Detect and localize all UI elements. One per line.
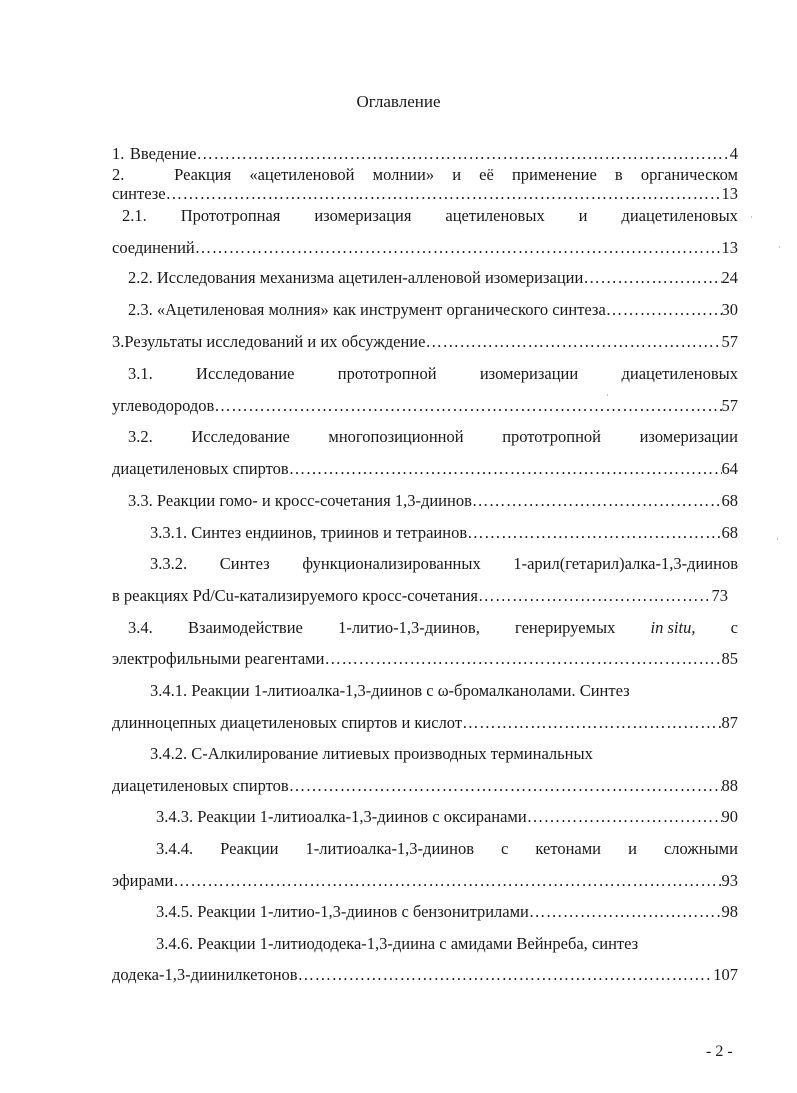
toc-entry-title: в реакциях Pd/Cu-катализируемого кросс-сочетания xyxy=(112,586,479,605)
toc-word: 1-литио-1,3-диинов, xyxy=(338,618,480,637)
toc-word: её xyxy=(479,165,494,184)
toc-entry-page: 13 xyxy=(721,238,738,257)
scan-speck: · xyxy=(606,390,609,400)
toc-entry-2-line1 xyxy=(112,167,738,184)
toc-entry-number: 3.3.1. xyxy=(150,523,188,542)
toc-word: in situ, xyxy=(650,618,696,637)
toc-entry-3-1-line2 xyxy=(112,398,738,415)
toc-entry-number: 3.4.5. xyxy=(156,902,194,921)
toc-entry-page: 90 xyxy=(721,807,738,826)
toc-entry-page: 13 xyxy=(721,184,738,203)
dot-leader xyxy=(478,588,711,605)
toc-entry-3-3 xyxy=(128,493,738,510)
toc-entry-page: 68 xyxy=(721,523,738,542)
toc-entry-3-4-1-line1 xyxy=(150,683,738,700)
toc-word: Взаимодействие xyxy=(187,618,303,637)
toc-entry-title: Реакции 1-литиоалка-1,3-диинов с оксиранами xyxy=(197,807,527,826)
toc-entry-number: 3.4. xyxy=(128,618,153,637)
toc-entry-3-4-2-line2 xyxy=(112,778,738,795)
dot-leader xyxy=(606,302,722,319)
toc-entry-page: 107 xyxy=(713,965,738,984)
toc-entry-page: 88 xyxy=(721,776,738,795)
toc-word: сложными xyxy=(663,839,738,858)
toc-word: Исследование xyxy=(191,427,290,446)
toc-entry-3-4-1-line2 xyxy=(112,715,738,732)
toc-word: изомеризация xyxy=(314,206,412,225)
toc-entry-page: 87 xyxy=(721,713,738,732)
toc-entry-number: 2. xyxy=(112,165,125,184)
toc-entry-number: 2.3. xyxy=(128,300,153,319)
toc-entry-3-4-5 xyxy=(156,904,738,921)
toc-word: диацетиленовых xyxy=(621,206,738,225)
dot-leader xyxy=(195,240,722,257)
toc-word: Реакции xyxy=(220,839,279,858)
scan-speck: · xyxy=(750,212,753,222)
toc-word: Реакция xyxy=(174,165,232,184)
dot-leader xyxy=(166,186,722,203)
toc-entry-1 xyxy=(112,146,738,163)
toc-word: в xyxy=(614,165,623,184)
toc-entry-title: диацетиленовых спиртов xyxy=(112,459,289,478)
dot-leader xyxy=(462,715,721,732)
toc-word: «ацетиленовой xyxy=(249,165,355,184)
toc-word: диацетиленовых xyxy=(621,364,738,383)
toc-entry-page: 73 xyxy=(711,586,728,605)
toc-entry-title: Реакции 1-литиоалка-1,3-диинов с ω-бромалканолами. Синтез xyxy=(191,681,630,700)
toc-entry-title: Реакции гомо- и кросс-сочетания 1,3-диинов xyxy=(156,491,472,510)
toc-entry-title: эфирами xyxy=(112,871,174,890)
toc-word: с xyxy=(501,839,509,858)
toc-word: и xyxy=(578,206,588,225)
toc-entry-3-1-line1 xyxy=(128,366,738,383)
toc-entry-number: 3.1. xyxy=(128,364,153,383)
toc-entry-3-4-4-line1 xyxy=(156,841,738,858)
toc-entry-title: Синтез ендиинов, триинов и тетраинов xyxy=(191,523,468,542)
toc-entry-3-3-1 xyxy=(150,525,738,542)
toc-entry-number: 3.4.6. xyxy=(156,934,194,953)
toc-word: функционализированных xyxy=(302,554,481,573)
dot-leader xyxy=(289,778,722,795)
toc-entry-title: электрофильными реагентами xyxy=(112,649,325,668)
toc-entry-page: 64 xyxy=(721,459,738,478)
dot-leader xyxy=(214,398,721,415)
dot-leader xyxy=(289,461,722,478)
toc-entry-3-4-3 xyxy=(156,809,738,826)
scan-speck: · xyxy=(778,242,781,252)
toc-word: с xyxy=(730,618,738,637)
dot-leader xyxy=(472,493,722,510)
dot-leader xyxy=(583,270,721,287)
toc-entry-3-4-6-line1 xyxy=(156,936,738,953)
toc-entry-title: диацетиленовых спиртов xyxy=(112,776,289,795)
toc-entry-3-4-line1 xyxy=(128,620,738,637)
toc-entry-title: «Ацетиленовая молния» как инструмент органического синтеза xyxy=(156,300,606,319)
toc-entry-3-2-line1 xyxy=(128,429,738,446)
toc-entry-page: 30 xyxy=(721,300,738,319)
toc-entry-number: 3.4.1. xyxy=(150,681,188,700)
toc-entry-3-2-line2 xyxy=(112,461,738,478)
toc-entry-number: 3.3. xyxy=(128,491,153,510)
scan-speck: · xyxy=(776,534,779,544)
toc-entry-3-4-6-line2 xyxy=(112,967,738,984)
toc-entry-title: Исследования механизма ацетилен-алленовой изомеризации xyxy=(156,268,584,287)
toc-entry-title: синтезе xyxy=(112,184,166,203)
toc-entry-number: 3.2. xyxy=(128,427,153,446)
toc-entry-page: 68 xyxy=(721,491,738,510)
toc-word: генерируемых xyxy=(515,618,616,637)
toc-entry-3 xyxy=(112,334,738,351)
toc-entry-title: Реакции 1-литиододека-1,3-диина с амидами Вейнреба, синтез xyxy=(197,934,639,953)
toc-entry-3-3-2-line2 xyxy=(112,588,728,605)
toc-entry-title: углеводородов xyxy=(112,396,215,415)
toc-entry-2-2 xyxy=(128,270,738,287)
toc-entry-page: 98 xyxy=(721,902,738,921)
toc-entry-number: 3. xyxy=(112,332,125,351)
toc-word: прототропной xyxy=(502,427,601,446)
toc-word: многопозиционной xyxy=(328,427,464,446)
toc-entry-page: 93 xyxy=(721,871,738,890)
toc-entry-page: 4 xyxy=(729,144,738,163)
toc-word: применение xyxy=(511,165,597,184)
toc-entry-number: 3.3.2. xyxy=(150,554,188,573)
dot-leader xyxy=(173,873,721,890)
toc-entry-3-3-2-line1 xyxy=(150,556,738,573)
toc-word: ацетиленовых xyxy=(445,206,545,225)
toc-entry-number: 3.4.4. xyxy=(156,839,194,858)
toc-word: Синтез xyxy=(219,554,270,573)
toc-word: прототропной xyxy=(337,364,437,383)
toc-word: 1-арил(гетарил)алка-1,3-диинов xyxy=(513,554,738,573)
toc-entry-2-3 xyxy=(128,302,738,319)
dot-leader xyxy=(467,525,721,542)
toc-word: кетонами xyxy=(535,839,602,858)
toc-entry-title: С-Алкилирование литиевых производных терминальных xyxy=(191,744,593,763)
toc-word: молнии» xyxy=(372,165,435,184)
toc-entry-number: 2.2. xyxy=(128,268,153,287)
toc-entry-number: 2.1. xyxy=(122,206,147,225)
toc-word: Прототропная xyxy=(180,206,281,225)
dot-leader xyxy=(196,146,729,163)
toc-entry-title: Результаты исследований и их обсуждение xyxy=(124,332,426,351)
toc-entry-2-line2 xyxy=(112,186,738,203)
toc-word: и xyxy=(628,839,637,858)
toc-entry-title: Реакции 1-литио-1,3-диинов с бензонитрилами xyxy=(197,902,529,921)
toc-word: 1-литиоалка-1,3-диинов xyxy=(305,839,474,858)
dot-leader xyxy=(298,967,714,984)
toc-entry-page: 85 xyxy=(721,649,738,668)
dot-leader xyxy=(425,334,721,351)
toc-entry-3-4-2-line1 xyxy=(150,746,738,763)
toc-word: изомеризации xyxy=(479,364,579,383)
dot-leader xyxy=(527,809,722,826)
toc-entry-title: додека-1,3-диинилкетонов xyxy=(112,965,298,984)
toc-entry-number: 3.4.3. xyxy=(156,807,194,826)
toc-word: и xyxy=(452,165,462,184)
toc-entry-2-1-line2 xyxy=(112,240,738,257)
toc-entry-page: 57 xyxy=(721,332,738,351)
toc-entry-3-4-4-line2 xyxy=(112,873,738,890)
toc-word: изомеризации xyxy=(639,427,738,446)
toc-entry-page: 57 xyxy=(721,396,738,415)
toc-word: органическом xyxy=(640,165,738,184)
toc-entry-2-1-line1 xyxy=(122,208,738,225)
toc-entry-title: Введение xyxy=(129,144,197,163)
page-number: - 2 - xyxy=(706,1043,733,1060)
dot-leader xyxy=(529,904,722,921)
toc-entry-3-4-line2 xyxy=(112,651,738,668)
page-title: Оглавление xyxy=(356,92,441,111)
toc-word: Исследование xyxy=(196,364,295,383)
toc-entry-title: соединений xyxy=(112,238,195,257)
toc-entry-page: 24 xyxy=(721,268,738,287)
toc-entry-number: 3.4.2. xyxy=(150,744,188,763)
dot-leader xyxy=(324,651,721,668)
toc-entry-number: 1. xyxy=(112,144,125,163)
toc-entry-title: длинноцепных диацетиленовых спиртов и кислот xyxy=(112,713,463,732)
